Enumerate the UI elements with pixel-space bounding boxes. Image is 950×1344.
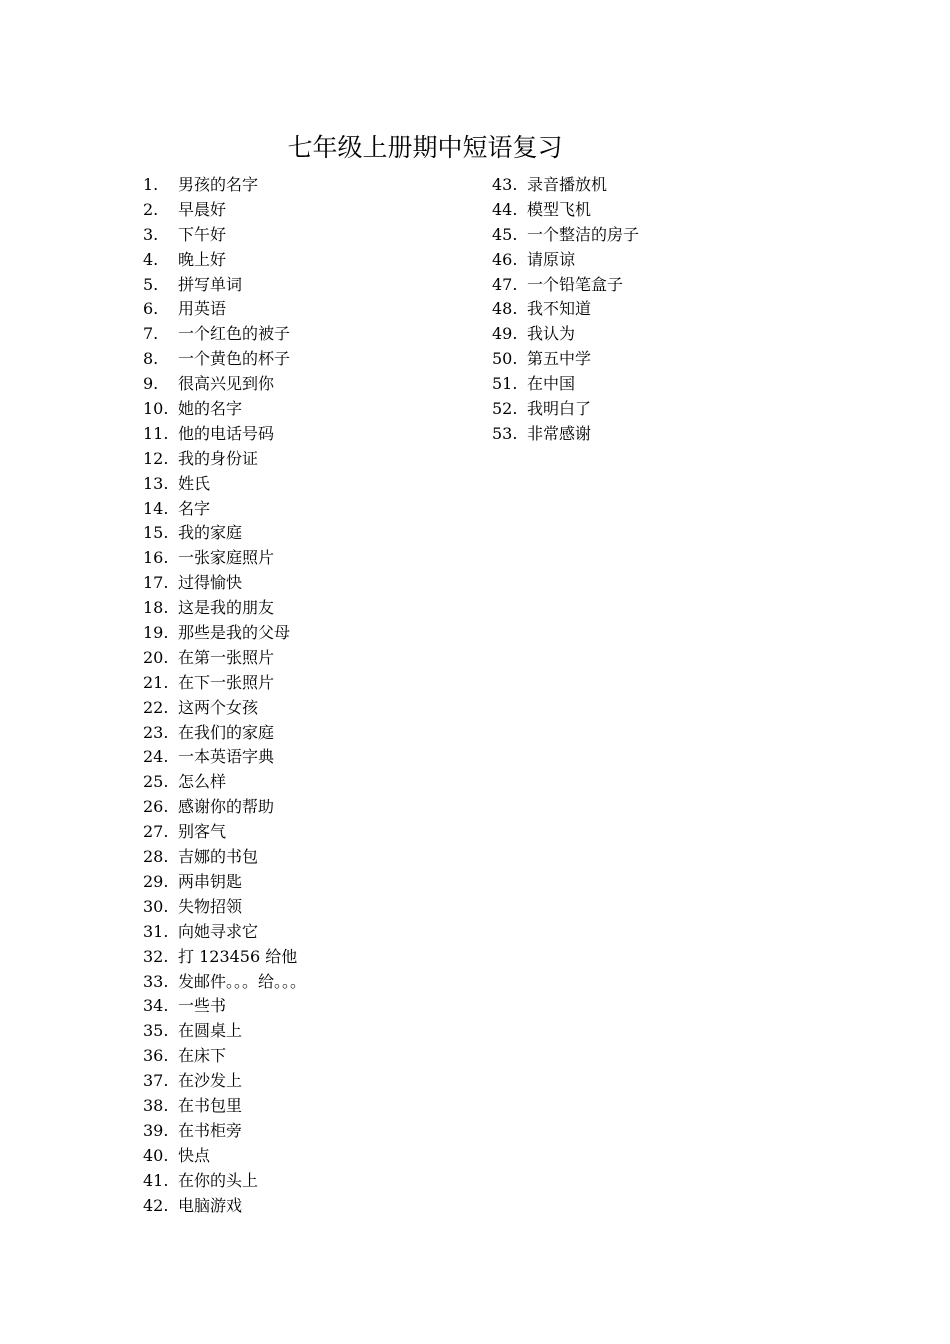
item-text: 男孩的名字	[178, 175, 259, 194]
item-number: 24.	[143, 747, 169, 767]
item-number: 42.	[143, 1195, 169, 1215]
item-text: 快点	[178, 1145, 211, 1165]
list-item	[143, 895, 473, 920]
item-number: 43.	[492, 175, 518, 194]
list-item	[143, 571, 473, 596]
item-text: 一本英语字典	[178, 747, 275, 767]
list-item	[492, 397, 822, 422]
item-text: 电脑游戏	[178, 1195, 243, 1215]
item-number: 27.	[143, 822, 169, 842]
item-number: 9.	[143, 374, 159, 394]
list-item	[143, 870, 473, 895]
list-item	[143, 671, 473, 696]
list-item	[143, 248, 473, 273]
list-item	[143, 745, 473, 770]
item-text: 晚上好	[178, 249, 227, 269]
list-item	[143, 472, 473, 497]
item-number: 6.	[143, 299, 159, 319]
list-item	[143, 795, 473, 820]
list-item	[143, 1094, 473, 1119]
item-number: 48.	[492, 299, 518, 319]
item-number: 21.	[143, 672, 169, 692]
list-item	[492, 273, 822, 298]
list-item	[143, 994, 473, 1019]
item-text: 那些是我的父母	[178, 623, 291, 643]
item-text: 模型飞机	[527, 199, 592, 219]
item-number: 10.	[143, 399, 169, 419]
list-item	[143, 297, 473, 322]
item-number: 52.	[492, 399, 518, 419]
item-text: 过得愉快	[178, 573, 243, 593]
list-item	[143, 696, 473, 721]
phrase-list-left	[143, 173, 473, 1218]
list-item	[492, 248, 822, 273]
item-number: 18.	[143, 598, 169, 618]
item-number: 41.	[143, 1170, 169, 1190]
list-item	[492, 297, 822, 322]
list-item	[492, 173, 822, 198]
item-text: 一个整洁的房子	[527, 224, 640, 244]
item-number: 12.	[143, 448, 169, 468]
item-text: 在你的头上	[178, 1170, 259, 1190]
list-item	[143, 447, 473, 472]
item-number: 30.	[143, 896, 169, 916]
item-text: 这两个女孩	[178, 697, 259, 717]
list-item	[143, 546, 473, 571]
list-item	[143, 920, 473, 945]
item-text: 一个黄色的杯子	[178, 349, 291, 369]
item-text: 向她寻求它	[178, 921, 259, 941]
item-text: 别客气	[178, 822, 227, 842]
item-number: 11.	[143, 423, 169, 443]
item-number: 28.	[143, 847, 169, 867]
list-item	[143, 521, 473, 546]
item-number: 15.	[143, 523, 169, 543]
item-number: 36.	[143, 1046, 169, 1066]
list-item	[143, 1119, 473, 1144]
item-number: 46.	[492, 249, 518, 269]
list-item	[492, 198, 822, 223]
list-item	[143, 721, 473, 746]
list-item	[143, 397, 473, 422]
item-number: 19.	[143, 623, 169, 643]
item-text: 感谢你的帮助	[178, 797, 275, 817]
item-text: 在圆桌上	[178, 1021, 243, 1041]
item-text: 名字	[178, 498, 211, 518]
item-text: 早晨好	[178, 199, 227, 219]
item-text: 在书柜旁	[178, 1120, 243, 1140]
item-text: 在中国	[527, 374, 576, 394]
item-number: 50.	[492, 349, 518, 369]
list-item	[143, 223, 473, 248]
item-text: 一个红色的被子	[178, 324, 291, 344]
item-text: 我的身份证	[178, 448, 259, 468]
item-text: 一个铅笔盒子	[527, 274, 624, 294]
item-number: 35.	[143, 1021, 169, 1041]
list-item	[143, 845, 473, 870]
item-text: 在下一张照片	[178, 672, 275, 692]
item-number: 45.	[492, 224, 518, 244]
item-number: 13.	[143, 473, 169, 493]
list-item	[143, 372, 473, 397]
item-text: 请原谅	[527, 249, 576, 269]
item-text: 失物招领	[178, 896, 243, 916]
list-item	[143, 198, 473, 223]
item-number: 40.	[143, 1145, 169, 1165]
page-title: 七年级上册期中短语复习	[287, 133, 563, 162]
item-text: 怎么样	[178, 772, 227, 792]
list-item	[143, 1069, 473, 1094]
item-text: 打 123456 给他	[178, 946, 298, 966]
item-number: 38.	[143, 1095, 169, 1115]
item-number: 39.	[143, 1120, 169, 1140]
item-number: 17.	[143, 573, 169, 593]
item-number: 37.	[143, 1071, 169, 1091]
item-number: 16.	[143, 548, 169, 568]
item-text: 下午好	[178, 224, 227, 244]
list-item	[492, 223, 822, 248]
item-text: 他的电话号码	[178, 423, 275, 443]
item-number: 49.	[492, 324, 518, 344]
item-number: 34.	[143, 996, 169, 1016]
item-number: 47.	[492, 274, 518, 294]
item-text: 拼写单词	[178, 274, 243, 294]
list-item	[143, 820, 473, 845]
list-item	[143, 621, 473, 646]
item-text: 一些书	[178, 996, 227, 1016]
item-number: 14.	[143, 498, 169, 518]
item-number: 23.	[143, 722, 169, 742]
item-text: 我不知道	[527, 299, 592, 319]
item-text: 录音播放机	[527, 175, 608, 194]
item-number: 53.	[492, 423, 518, 443]
phrase-list-right	[492, 173, 822, 447]
list-item	[143, 1194, 473, 1219]
list-item	[492, 372, 822, 397]
item-text: 她的名字	[178, 399, 243, 419]
item-number: 31.	[143, 921, 169, 941]
item-text: 我明白了	[527, 399, 592, 419]
item-number: 1.	[143, 175, 159, 194]
list-item	[143, 770, 473, 795]
list-item	[492, 322, 822, 347]
item-number: 25.	[143, 772, 169, 792]
list-item	[143, 1144, 473, 1169]
list-item	[492, 422, 822, 447]
item-number: 20.	[143, 647, 169, 667]
list-item	[143, 173, 473, 198]
list-item	[143, 1019, 473, 1044]
item-number: 2.	[143, 199, 159, 219]
item-text: 两串钥匙	[178, 871, 243, 891]
item-text: 一张家庭照片	[178, 548, 275, 568]
item-text: 这是我的朋友	[178, 598, 275, 618]
list-item	[143, 497, 473, 522]
list-item	[143, 970, 473, 995]
item-text: 在第一张照片	[178, 647, 275, 667]
item-number: 44.	[492, 199, 518, 219]
list-item	[143, 322, 473, 347]
list-item	[143, 273, 473, 298]
list-item	[143, 596, 473, 621]
item-text: 在沙发上	[178, 1071, 243, 1091]
item-text: 非常感谢	[527, 423, 592, 443]
item-text: 第五中学	[527, 349, 592, 369]
item-number: 7.	[143, 324, 159, 344]
item-text: 我认为	[527, 324, 576, 344]
item-number: 29.	[143, 871, 169, 891]
item-text: 在书包里	[178, 1095, 243, 1115]
item-text: 很高兴见到你	[178, 374, 275, 394]
item-number: 51.	[492, 374, 518, 394]
item-number: 22.	[143, 697, 169, 717]
item-number: 33.	[143, 971, 169, 991]
list-item	[143, 422, 473, 447]
item-text: 吉娜的书包	[178, 847, 259, 867]
item-text: 我的家庭	[178, 523, 243, 543]
item-number: 5.	[143, 274, 159, 294]
list-item	[492, 347, 822, 372]
item-number: 3.	[143, 224, 159, 244]
item-number: 8.	[143, 349, 159, 369]
list-item	[143, 945, 473, 970]
list-item	[143, 646, 473, 671]
item-text: 用英语	[178, 299, 227, 319]
item-text: 在我们的家庭	[178, 722, 275, 742]
item-text: 姓氏	[178, 473, 211, 493]
item-number: 4.	[143, 249, 159, 269]
item-text: 在床下	[178, 1046, 227, 1066]
list-item	[143, 1169, 473, 1194]
list-item	[143, 347, 473, 372]
item-number: 32.	[143, 946, 169, 966]
item-number: 26.	[143, 797, 169, 817]
item-text: 发邮件。。。给。。。	[178, 971, 307, 991]
list-item	[143, 1044, 473, 1069]
